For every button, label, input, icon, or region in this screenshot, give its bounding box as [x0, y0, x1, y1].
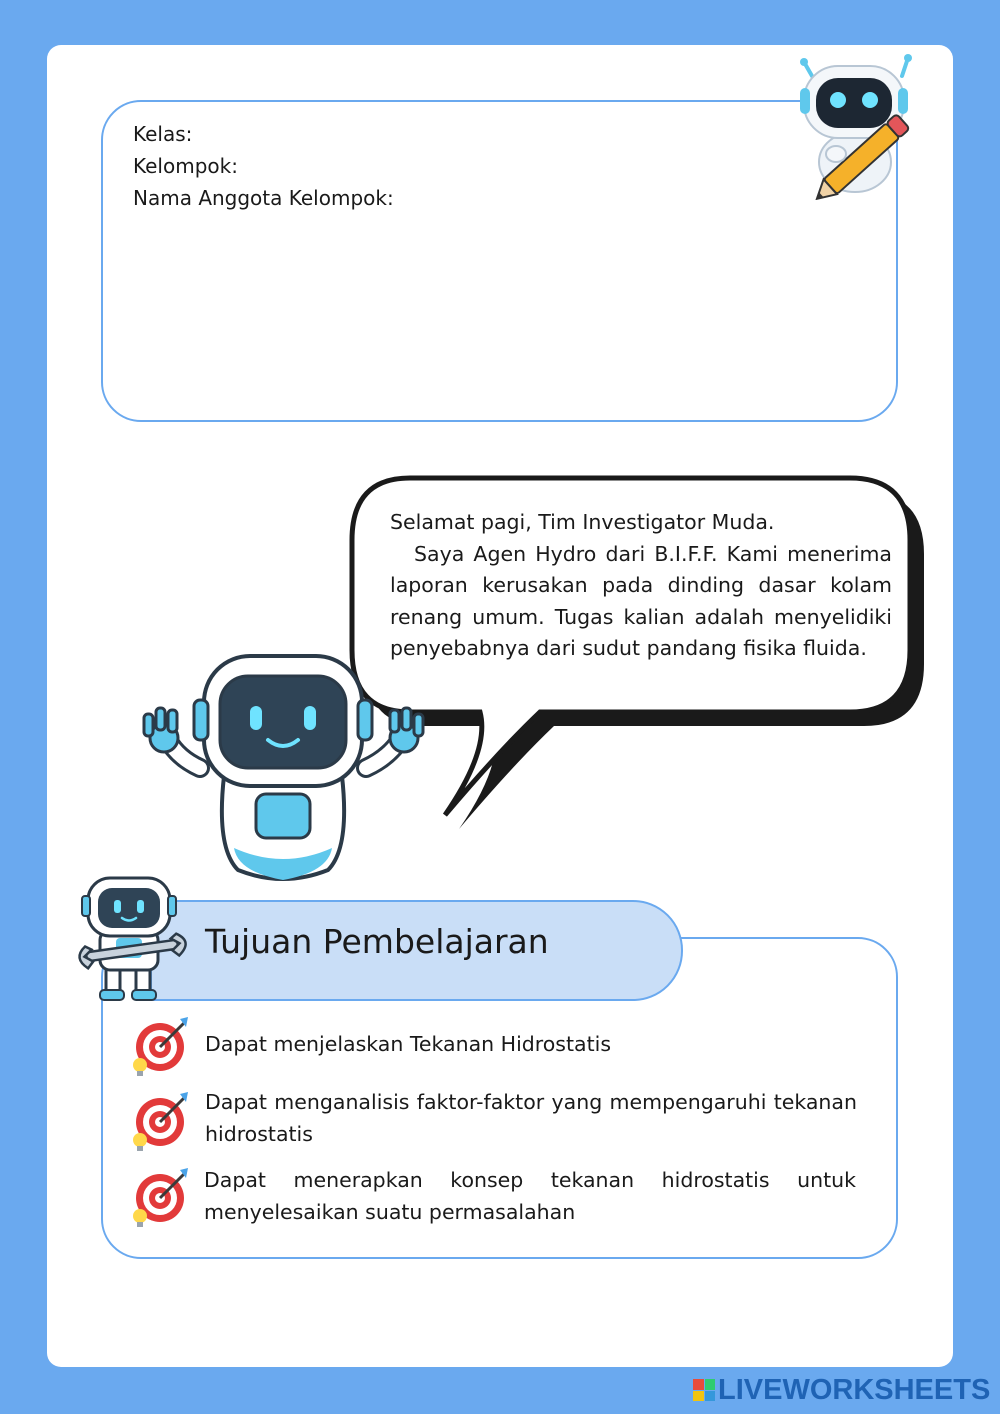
goal-item-3: Dapat menerapkan konsep tekanan hidrostatis untuk menyelesaikan suatu permasalahan — [204, 1168, 856, 1224]
kelompok-label: Kelompok: — [133, 154, 238, 178]
logo-blocks-icon — [693, 1379, 715, 1401]
kelas-label: Kelas: — [133, 122, 193, 146]
mission-text: Saya Agen Hydro dari B.I.F.F. Kami menerima laporan kerusakan pada dinding dasar kolam renang umum. Tugas kalian adalah menyelidiki penyebabnya dari sudut pandang fisika fluida. — [390, 541, 892, 660]
learning-goals-title: Tujuan Pembelajaran — [205, 922, 549, 961]
goal-item-2: Dapat menganalisis faktor-faktor yang mempengaruhi tekanan hidrostatis — [205, 1090, 857, 1146]
target-bulb-icon — [130, 1015, 192, 1077]
goal-item-1: Dapat menjelaskan Tekanan Hidrostatis — [205, 1032, 612, 1056]
anggota-label: Nama Anggota Kelompok: — [133, 186, 394, 210]
group-info-fields — [133, 118, 394, 214]
target-bulb-icon — [130, 1166, 192, 1228]
robot-waving-icon — [138, 648, 428, 888]
speech-bubble-text — [390, 507, 892, 665]
robot-wrench-icon — [72, 870, 192, 1005]
greeting-line: Selamat pagi, Tim Investigator Muda. — [390, 510, 775, 534]
liveworksheets-logo[interactable] — [693, 1374, 990, 1406]
robot-pencil-icon — [790, 50, 925, 200]
logo-text: LIVEWORKSHEETS — [718, 1373, 991, 1406]
target-bulb-icon — [130, 1090, 192, 1152]
